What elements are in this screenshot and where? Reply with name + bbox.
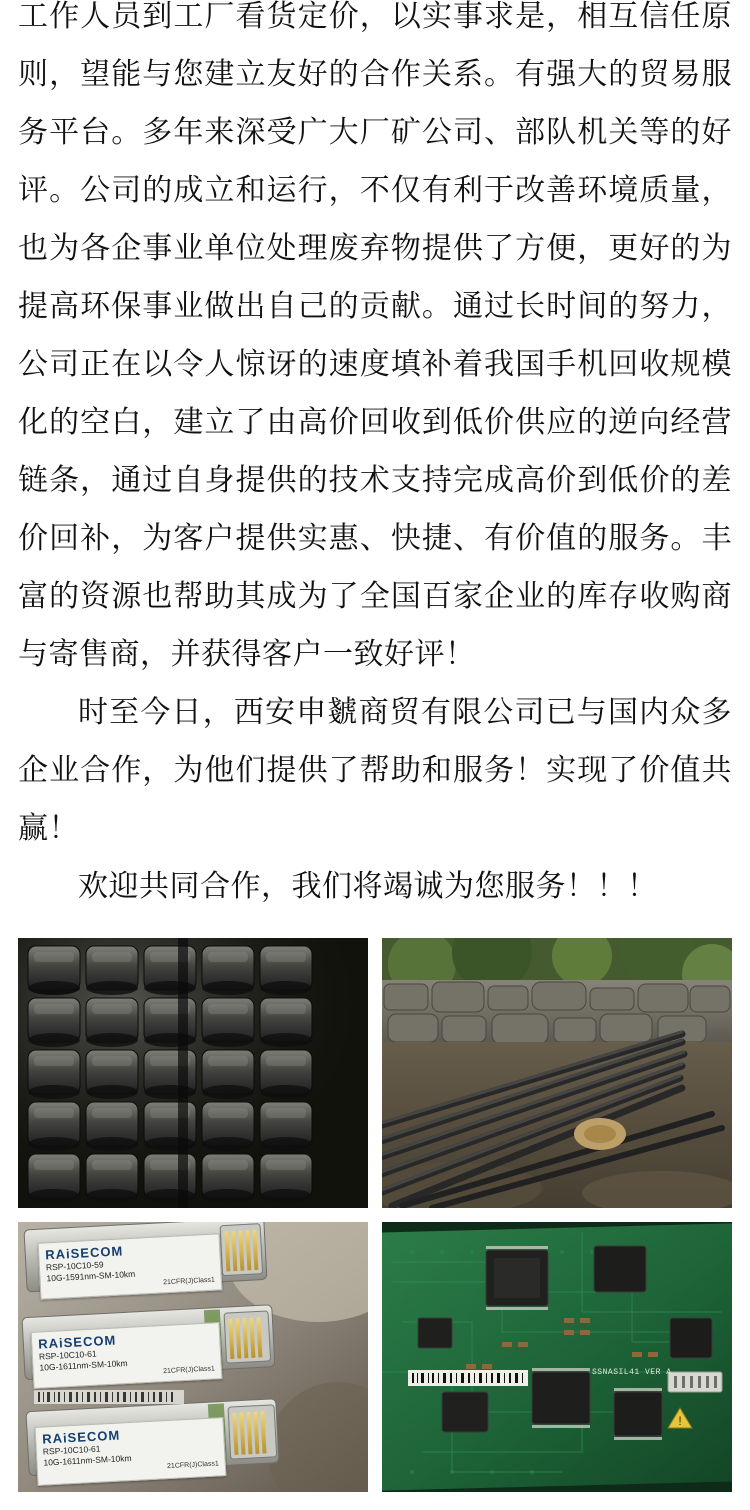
svg-text:!: !: [678, 1414, 682, 1428]
module-spec-3: 10G-1611nm-SM-10km: [42, 1452, 132, 1468]
pcb-silkscreen-text: SSNASIL41 VER A: [592, 1367, 672, 1377]
module-brand-2: RAiSECOM: [37, 1332, 117, 1352]
module-model-3: RSP-10C10-61: [42, 1443, 101, 1457]
module-model-2: RSP-10C10-61: [38, 1348, 97, 1362]
module-spec-2: 10G-1611nm-SM-10km: [39, 1358, 128, 1373]
photo-optical-modules[interactable]: [18, 1222, 368, 1492]
paragraph-welcome: 欢迎共同合作，我们将竭诚为您服务！！！: [78, 870, 658, 903]
module-cert-2: 21CFR(J)Class1: [162, 1365, 216, 1376]
paragraph-company-overview: 工作人员到工厂看货定价，以实事求是，相互信任原则，望能与您建立友好的合作关系。有强大的贸易服务平台。多年来深受广大厂矿公司、部队机关等的好评。公司的成立和运行，不仅有利于改善环境质量，也为各企事业单位处理废弃物提供了方便，更好的为提高环保事业做出自己的贡献。通过长时间的努力，公司正在以令人惊讶的速度填补着我国手机回收规模化的空白，建立了由高价回收到低价供应的逆向经营链条，通过自身提供的技术支持完成高价到低价的差价回补，为客户提供实惠、快捷、有价值的服务。丰富的资源也帮助其成为了全国百家企业的库存收购商与寄售商，并获得客户一致好评！: [18, 0, 732, 671]
paragraph-today: 时至今日，西安申虦商贸有限公司已与国内众多企业合作，为他们提供了帮助和服务！实现了价值共赢！: [18, 696, 732, 845]
module-label-2: [31, 1322, 223, 1389]
module-model-1: RSP-10C10-59: [45, 1259, 104, 1273]
module-label-1: [38, 1233, 223, 1299]
module-brand-3: RAiSECOM: [41, 1427, 121, 1447]
photo-gallery: [0, 938, 750, 1510]
photo-connectors[interactable]: [18, 938, 368, 1208]
module-brand-1: RAiSECOM: [44, 1243, 124, 1263]
module-cert-3: 21CFR(J)Class1: [166, 1460, 219, 1470]
photo-circuit-board[interactable]: [382, 1222, 732, 1492]
module-cert-1: 21CFR(J)Class1: [162, 1276, 216, 1287]
module-label-3: [34, 1417, 226, 1486]
module-spec-1: 10G-1591nm-SM-10km: [46, 1268, 136, 1284]
photo-cables-outdoor[interactable]: [382, 938, 732, 1208]
